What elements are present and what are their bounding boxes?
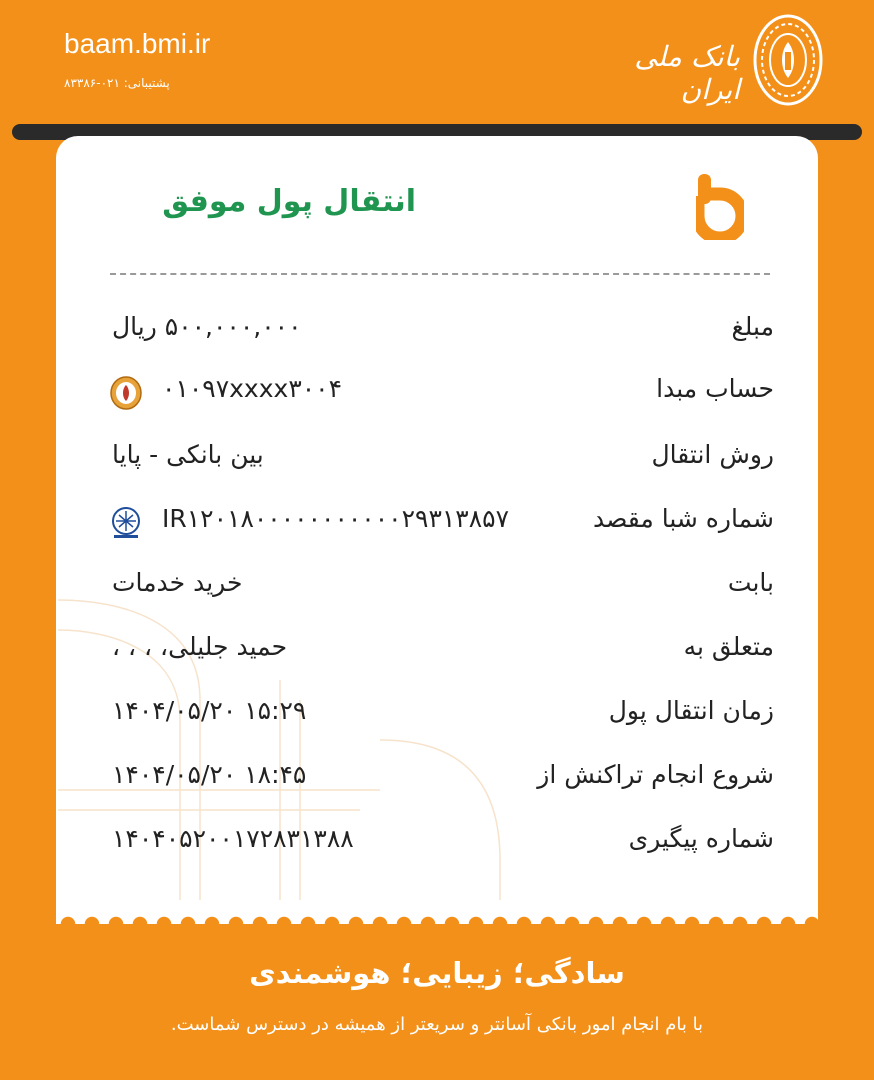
row-owner	[0, 632, 874, 672]
source-account-label: حساب مبدا	[656, 374, 774, 403]
tracking-number-label: شماره پیگیری	[628, 824, 774, 853]
row-transaction-start	[0, 760, 874, 800]
transfer-method-label: روش انتقال	[651, 440, 774, 469]
row-transfer-method	[0, 440, 874, 480]
destination-iban-value: IR۱۲۰۱۸۰۰۰۰۰۰۰۰۰۰۰۲۹۳۱۳۸۵۷	[162, 504, 510, 533]
bank-name: بانک ملی ایران	[634, 40, 740, 106]
transfer-time-label: زمان انتقال پول	[608, 696, 774, 725]
separator	[110, 273, 770, 275]
row-transfer-time	[0, 696, 874, 736]
reason-value: خرید خدمات	[112, 568, 243, 597]
amount-value: ۵۰۰,۰۰۰,۰۰۰ ریال	[112, 312, 302, 341]
slogan: سادگی؛ زیبایی؛ هوشمندی	[249, 956, 625, 990]
row-destination-iban	[0, 504, 874, 544]
bank-melli-mini-icon	[110, 376, 142, 410]
transfer-method-value: بین بانکی - پایا	[112, 440, 264, 469]
transfer-time-value: ۱۴۰۴/۰۵/۲۰ ۱۵:۲۹	[112, 696, 307, 725]
support-phone: پشتیبانی: ۰۲۱-۸۳۳۸۶	[64, 76, 170, 90]
row-source-account	[0, 374, 874, 414]
reason-label: بابت	[727, 568, 774, 597]
tracking-number-value: ۱۴۰۴۰۵۲۰۰۱۷۲۸۳۱۳۸۸	[112, 824, 354, 853]
source-account-value: ۰۱۰۹۷xxxx۳۰۰۴	[162, 374, 343, 403]
success-title: انتقال پول موفق	[162, 184, 416, 219]
row-amount	[0, 312, 874, 352]
row-reason	[0, 568, 874, 608]
transaction-start-label: شروع انجام تراکنش از	[537, 760, 774, 789]
owner-value: حمید جلیلی، ، ، ،	[112, 632, 288, 661]
bam-logo-icon	[696, 172, 744, 240]
owner-label: متعلق به	[683, 632, 774, 661]
destination-iban-label: شماره شبا مقصد	[592, 504, 774, 533]
transaction-start-value: ۱۴۰۴/۰۵/۲۰ ۱۸:۴۵	[112, 760, 307, 789]
destination-bank-mini-icon	[110, 506, 142, 540]
website-link[interactable]: baam.bmi.ir	[64, 28, 211, 59]
tagline: با بام انجام امور بانکی آسانتر و سریعتر از همیشه در دسترس شماست.	[170, 1014, 704, 1035]
amount-label: مبلغ	[731, 312, 774, 341]
row-tracking-number	[0, 824, 874, 864]
